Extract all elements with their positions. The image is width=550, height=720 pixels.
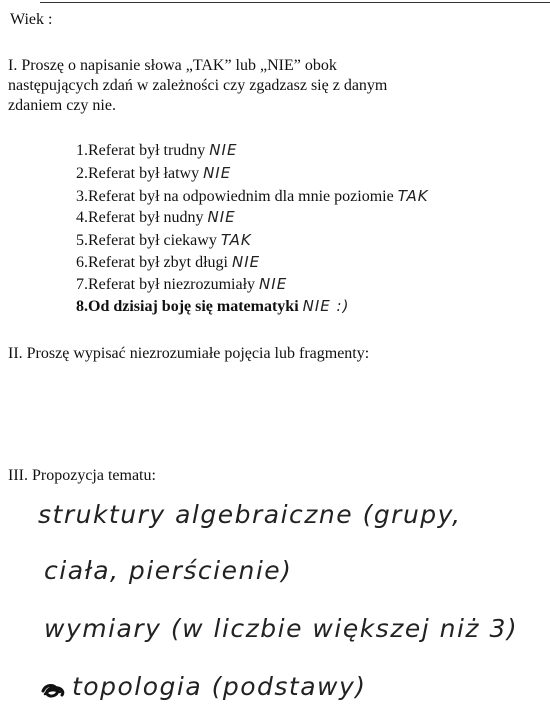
question-text: 6.Referat był zbyt długi — [76, 254, 228, 271]
question-item — [76, 230, 252, 251]
question-text: 1.Referat był trudny — [76, 142, 206, 159]
question-text: 4.Referat był nudny — [76, 209, 204, 226]
handwritten-proposal-line: struktury algebraiczne (grupy, — [38, 500, 462, 529]
handwritten-answer: NIE :) — [302, 297, 350, 315]
handwritten-proposal-line: ciała, pierścienie) — [44, 556, 293, 585]
question-item — [76, 296, 349, 317]
section1-intro-line3: zdaniem czy nie. — [8, 97, 116, 114]
question-item — [76, 252, 260, 273]
handwritten-answer: NIE — [259, 275, 288, 293]
handwritten-proposal-line: wymiary (w liczbie większej niż 3) — [44, 614, 519, 643]
handwritten-answer: NIE — [209, 141, 238, 159]
handwritten-answer: TAK — [397, 187, 429, 205]
age-label: Wiek : — [10, 11, 53, 28]
question-item — [76, 207, 236, 228]
question-text: 8.Od dzisiaj boję się matematyki — [76, 298, 299, 315]
handwritten-answer: NIE — [203, 164, 232, 182]
question-text: 5.Referat był ciekawy — [76, 232, 217, 249]
question-item — [76, 163, 231, 184]
handwritten-answer: NIE — [207, 208, 236, 226]
question-text: 3.Referat był na odpowiednim dla mnie poziomie — [76, 188, 394, 205]
handwritten-answer: TAK — [220, 231, 252, 249]
question-item — [76, 140, 237, 161]
handwritten-proposal-line: topologia (podstawy) — [72, 672, 367, 701]
section2-heading: II. Proszę wypisać niezrozumiałe pojęcia lub fragmenty: — [8, 345, 370, 362]
section1-intro-line1: I. Proszę o napisanie słowa „TAK” lub „NIE” obok — [8, 57, 337, 74]
scribble-mark — [40, 680, 66, 702]
question-text: 7.Referat był niezrozumiały — [76, 276, 256, 293]
top-border-line — [40, 2, 550, 3]
section3-heading: III. Propozycja tematu: — [8, 467, 156, 484]
section1-intro-line2: następujących zdań w zależności czy zgadzasz się z danym — [8, 77, 388, 94]
question-item — [76, 274, 287, 295]
question-text: 2.Referat był łatwy — [76, 165, 200, 182]
scribble-mark-drawing — [40, 680, 66, 702]
handwritten-answer: NIE — [231, 253, 261, 271]
question-item — [76, 186, 429, 207]
